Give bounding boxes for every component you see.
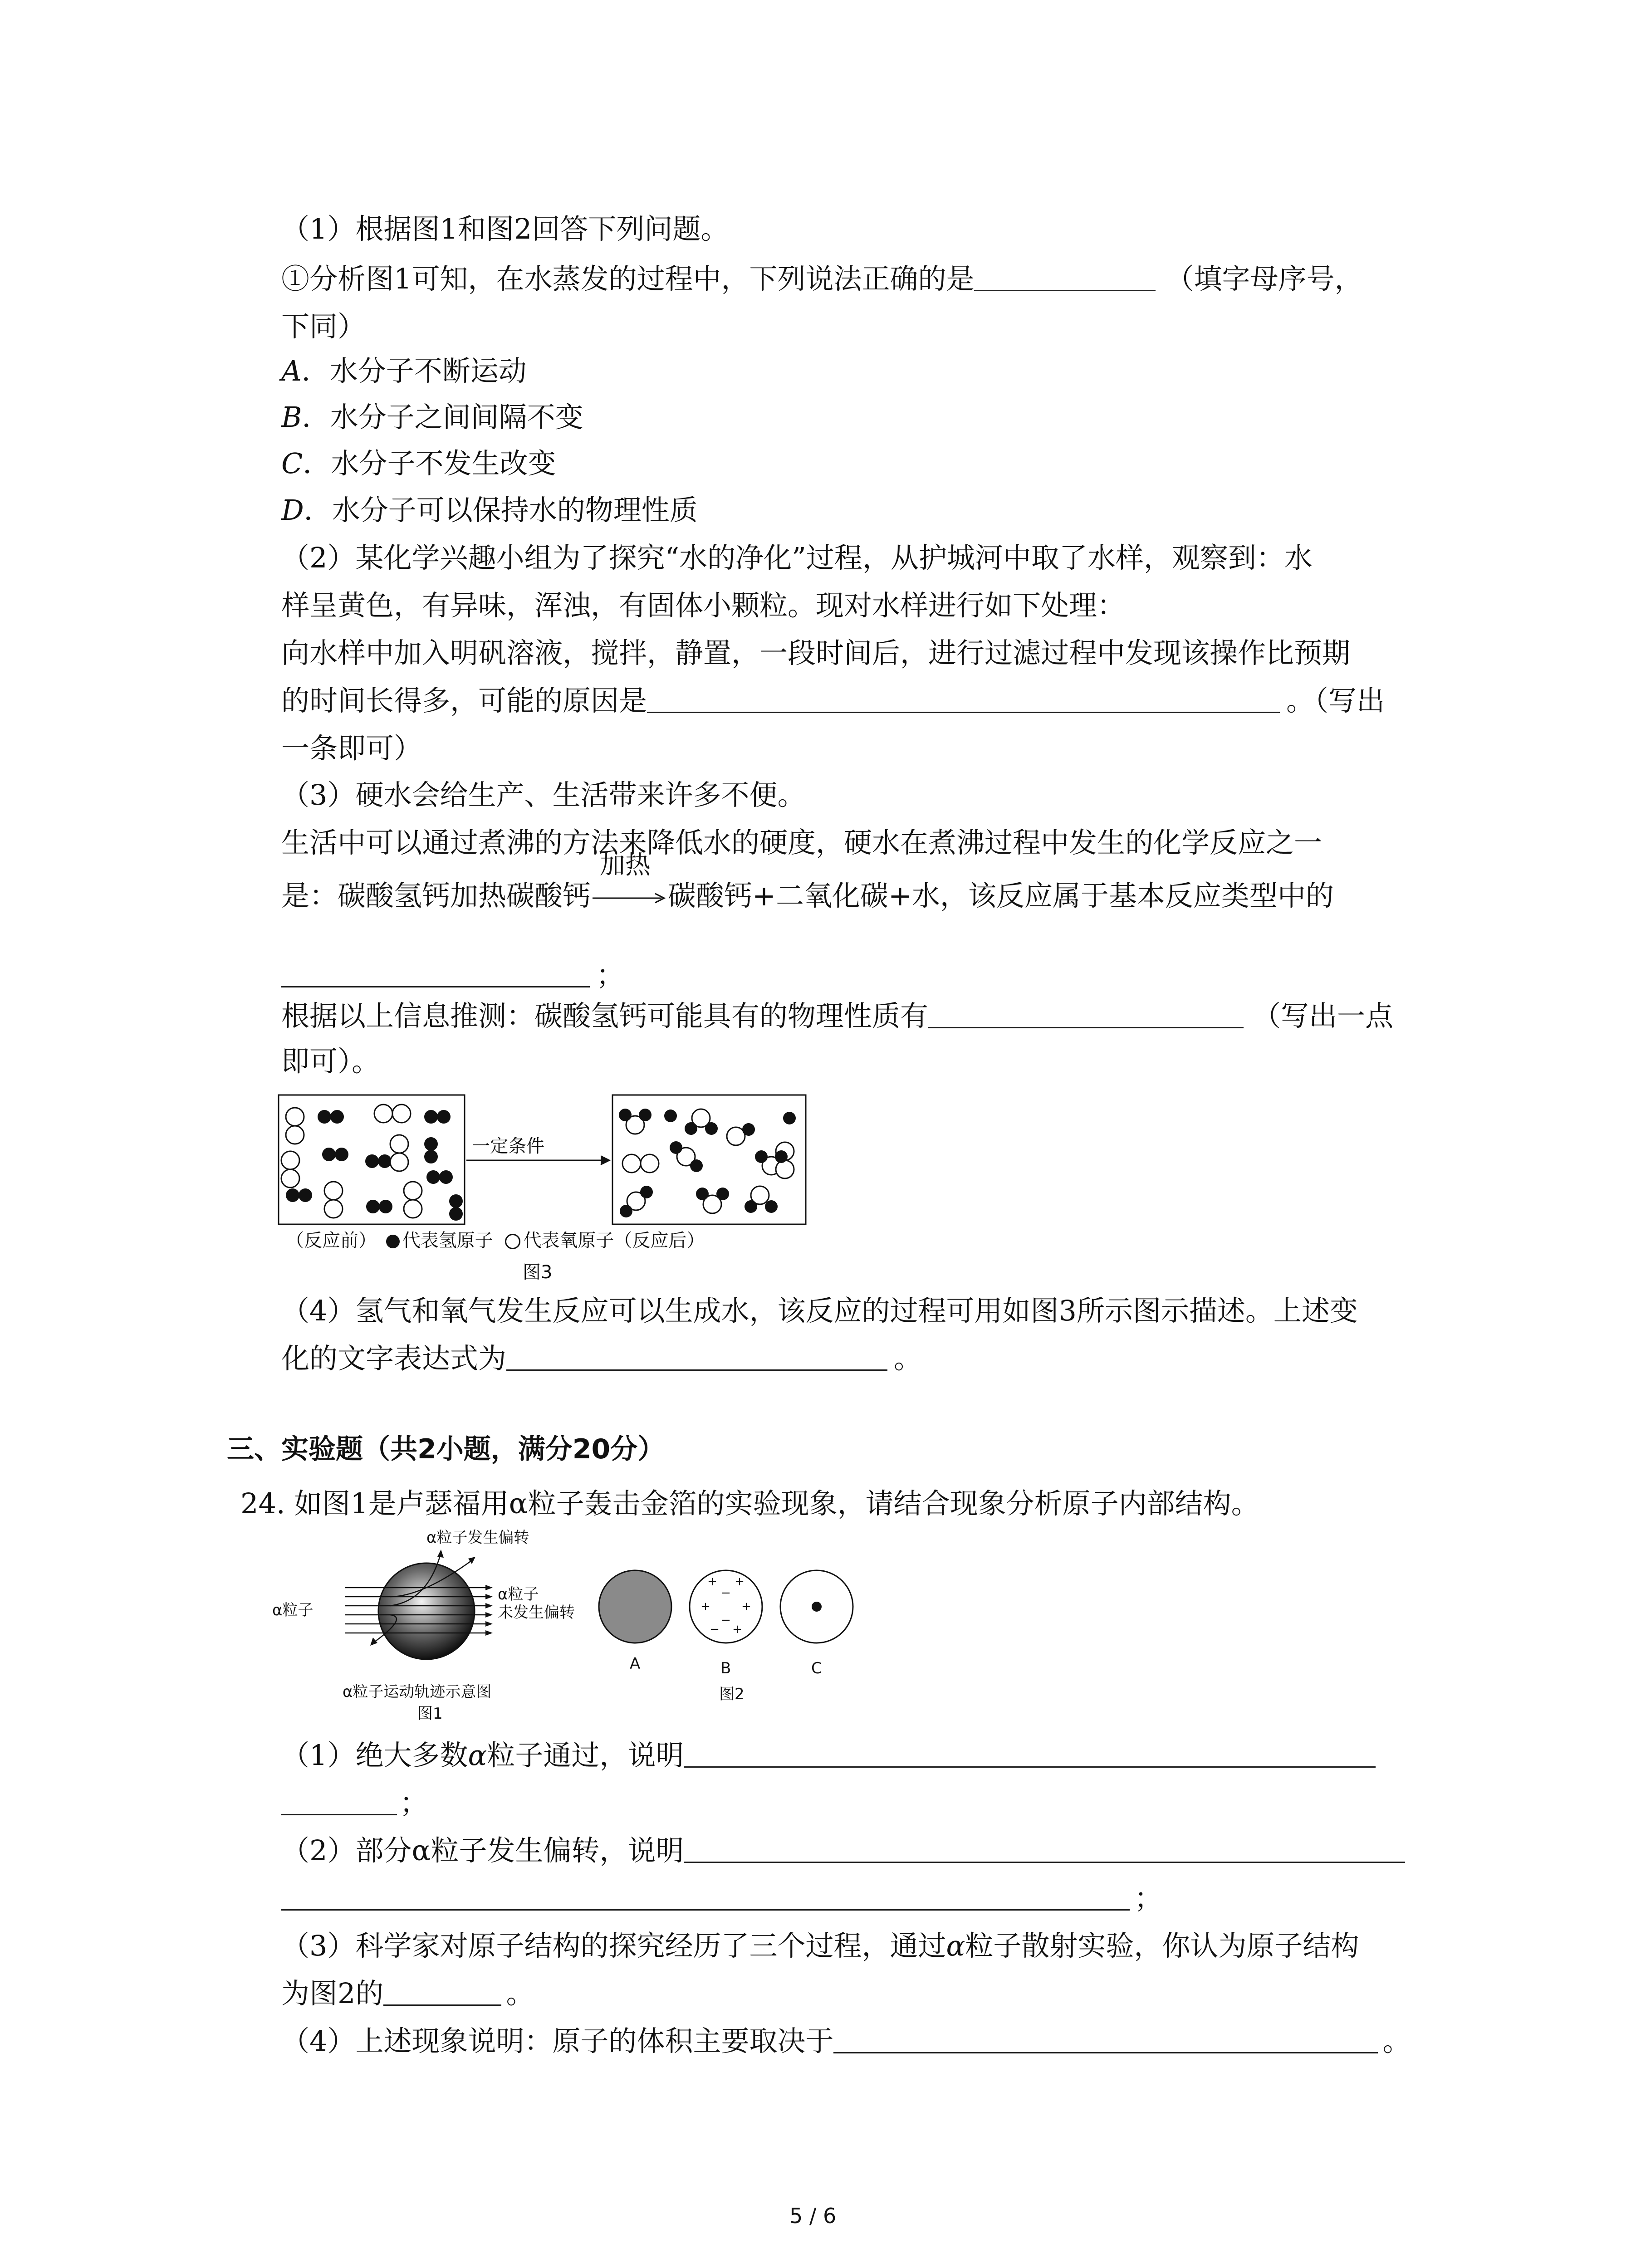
option-a — [281, 353, 527, 389]
answer-blank-1[interactable] — [974, 262, 1156, 291]
answer-blank-7[interactable] — [281, 1786, 397, 1815]
fig2-label-a: A — [630, 1655, 641, 1673]
q24-answer1-cont — [281, 1785, 428, 1821]
q23-part3-line4-tail: ； — [596, 958, 625, 992]
reaction-diagram — [277, 1093, 817, 1229]
q23-part3-line3-tail: 碳酸钙+二氧化碳+水，该反应属于基本反应类型中的 — [668, 879, 1334, 912]
q23-part2-line4-tail: 。（写出 — [1286, 684, 1385, 717]
svg-text:−: − — [721, 1613, 731, 1627]
fig3-legend-before: （反应前） — [286, 1230, 377, 1251]
q24-answer3-text2: 粒子散射实验，你认为原子结构 — [965, 1929, 1359, 1962]
reaction-arrow — [591, 850, 668, 908]
answer-blank-5[interactable] — [506, 1341, 887, 1371]
q23-part3-line2: 生活中可以通过煮沸的方法来降低水的硬度，硬水在煮沸过程中发生的化学反应之一 — [281, 826, 1323, 859]
q23-part2-line2: 样呈黄色，有异味，浑浊，有固体小颗粒。现对水样进行如下处理： — [281, 589, 1126, 622]
section-title: 三、实验题（共2小题，满分20分） — [227, 1433, 665, 1465]
oxygen-atom-icon — [505, 1234, 520, 1249]
svg-text:−: − — [710, 1623, 720, 1636]
q23-part4-line2-text: 化的文字表达式为 — [281, 1342, 507, 1375]
q24-answer3-line2-text: 为图2的 — [281, 1977, 384, 2010]
q24-answer3-line2-tail: 。 — [506, 1977, 534, 2010]
option-b-letter: B — [281, 401, 302, 434]
fig3-arrow-label: 一定条件 — [472, 1136, 544, 1157]
fig3-legend-h: 代表氢原子 — [402, 1230, 493, 1251]
q24-answer1-text2: 粒子通过，说明 — [487, 1739, 684, 1772]
q23-part4-line2 — [281, 1340, 922, 1377]
q23-part4-line1: （4）氢气和氧气发生反应可以生成水，该反应的过程可用如图3所示图示描述。上述变 — [281, 1294, 1358, 1327]
option-d — [281, 492, 698, 528]
page-number: 5 / 6 — [789, 2204, 837, 2228]
q23-part1-question-text: ①分析图1可知，在水蒸发的过程中，下列说法正确的是 — [281, 262, 975, 295]
q24-answer2 — [281, 1833, 1405, 1869]
q24-answer1-text: （1）绝大多数 — [281, 1739, 468, 1772]
q23-part3-line5 — [281, 998, 1393, 1034]
q23-part3-line5-tail: （写出一点 — [1253, 999, 1394, 1032]
q23-part2-line4-text: 的时间长得多，可能的原因是 — [281, 684, 647, 717]
q24-stem: 24. 如图1是卢瑟福用α粒子轰击金箔的实验现象，请结合现象分析原子内部结构。 — [240, 1487, 1259, 1520]
fig1-left-label: α粒子 — [272, 1601, 314, 1619]
q23-part3-line4 — [281, 957, 624, 993]
option-a-text: ．水分子不断运动 — [301, 354, 527, 387]
option-d-text: ．水分子可以保持水的物理性质 — [304, 494, 698, 527]
atom-model-a — [599, 1570, 671, 1643]
reaction-arrow-label: 加热 — [600, 850, 651, 880]
svg-text:+: + — [732, 1623, 742, 1636]
answer-blank-4[interactable] — [928, 999, 1244, 1028]
option-c-letter: C — [281, 447, 303, 480]
answer-blank-9[interactable] — [281, 1881, 1130, 1911]
q23-part3-line3 — [281, 850, 1334, 914]
q23-part3-line5-text: 根据以上信息推测：碳酸氢钙可能具有的物理性质有 — [281, 999, 929, 1032]
fig1-caption: 图1 — [417, 1705, 443, 1723]
q24-answer4-text: （4）上述现象说明：原子的体积主要取决于 — [281, 2024, 834, 2058]
q23-part2-line1: （2）某化学兴趣小组为了探究“水的净化”过程，从护城河中取了水样，观察到：水 — [281, 541, 1313, 574]
nucleus-icon — [812, 1602, 822, 1612]
arrow-icon — [591, 891, 668, 909]
option-d-letter: D — [281, 494, 304, 527]
fig1-bottom-label: α粒子运动轨迹示意图 — [343, 1683, 492, 1701]
svg-text:+: + — [700, 1600, 710, 1613]
alpha-symbol: α — [468, 1739, 487, 1772]
q24-answer1-end: ； — [400, 1786, 428, 1819]
fig2-label-b: B — [720, 1659, 731, 1677]
figure-1-and-2 — [272, 1529, 907, 1728]
answer-blank-3[interactable] — [281, 958, 590, 987]
option-b — [281, 399, 583, 435]
svg-text:+: + — [735, 1575, 745, 1589]
answer-blank-11[interactable] — [833, 2024, 1378, 2053]
answer-blank-10[interactable] — [383, 1976, 501, 2006]
fig2-caption: 图2 — [719, 1685, 745, 1703]
answer-blank-8[interactable] — [684, 1833, 1405, 1863]
q24-answer3-line2 — [281, 1975, 534, 2012]
svg-text:−: − — [721, 1586, 731, 1600]
q23-part1-question — [281, 261, 1362, 297]
q23-part3-line1: （3）硬水会给生产、生活带来许多不便。 — [281, 778, 806, 811]
q23-part2-line4 — [281, 683, 1385, 719]
svg-text:+: + — [741, 1600, 751, 1613]
q23-part1-question-cont: 下同） — [281, 310, 366, 343]
option-b-text: ．水分子之间间隔不变 — [302, 401, 583, 434]
q24-answer3-text: （3）科学家对原子结构的探究经历了三个过程，通过 — [281, 1929, 946, 1962]
answer-blank-2[interactable] — [647, 684, 1280, 713]
q24-answer2-cont — [281, 1880, 1162, 1916]
fig1-mid-label-1: α粒子 — [498, 1585, 539, 1603]
q24-answer2-text: （2）部分α粒子发生偏转，说明 — [281, 1834, 684, 1867]
option-c — [281, 445, 556, 482]
q24-answer1 — [281, 1737, 1376, 1774]
fig1-mid-label-2: 未发生偏转 — [498, 1603, 575, 1622]
q23-part4-line2-tail: 。 — [894, 1342, 922, 1375]
fig3-legend-o: 代表氧原子（反应后） — [523, 1230, 705, 1251]
fig3-legend — [286, 1229, 705, 1252]
hydrogen-atom-icon — [386, 1235, 400, 1248]
q24-answer3-line1 — [281, 1928, 1359, 1964]
figure-3 — [277, 1093, 817, 1284]
fig3-caption: 图3 — [523, 1262, 553, 1283]
q23-part1-intro: （1）根据图1和图2回答下列问题。 — [281, 212, 729, 245]
q24-answer2-end: ； — [1134, 1882, 1163, 1915]
option-c-text: ．水分子不发生改变 — [303, 447, 556, 480]
fig2-label-c: C — [811, 1659, 822, 1677]
q24-answer4-tail: 。 — [1382, 2024, 1411, 2058]
q23-part1-question-tail: （填字母序号， — [1166, 262, 1363, 295]
fig1-top-label: α粒子发生偏转 — [426, 1529, 529, 1547]
q23-part2-line3: 向水样中加入明矾溶液，搅拌，静置，一段时间后，进行过滤过程中发现该操作比预期 — [281, 636, 1351, 670]
alpha-symbol: α — [946, 1929, 965, 1962]
answer-blank-6[interactable] — [684, 1738, 1376, 1768]
svg-text:+: + — [707, 1575, 717, 1589]
option-a-letter: A — [281, 354, 302, 387]
q23-part3-line6: 即可）。 — [281, 1045, 380, 1078]
q23-part3-line3-text: 是：碳酸氢钙加热碳酸钙 — [281, 879, 591, 912]
q24-answer4 — [281, 2023, 1411, 2059]
q23-part2-line5: 一条即可） — [281, 732, 422, 765]
